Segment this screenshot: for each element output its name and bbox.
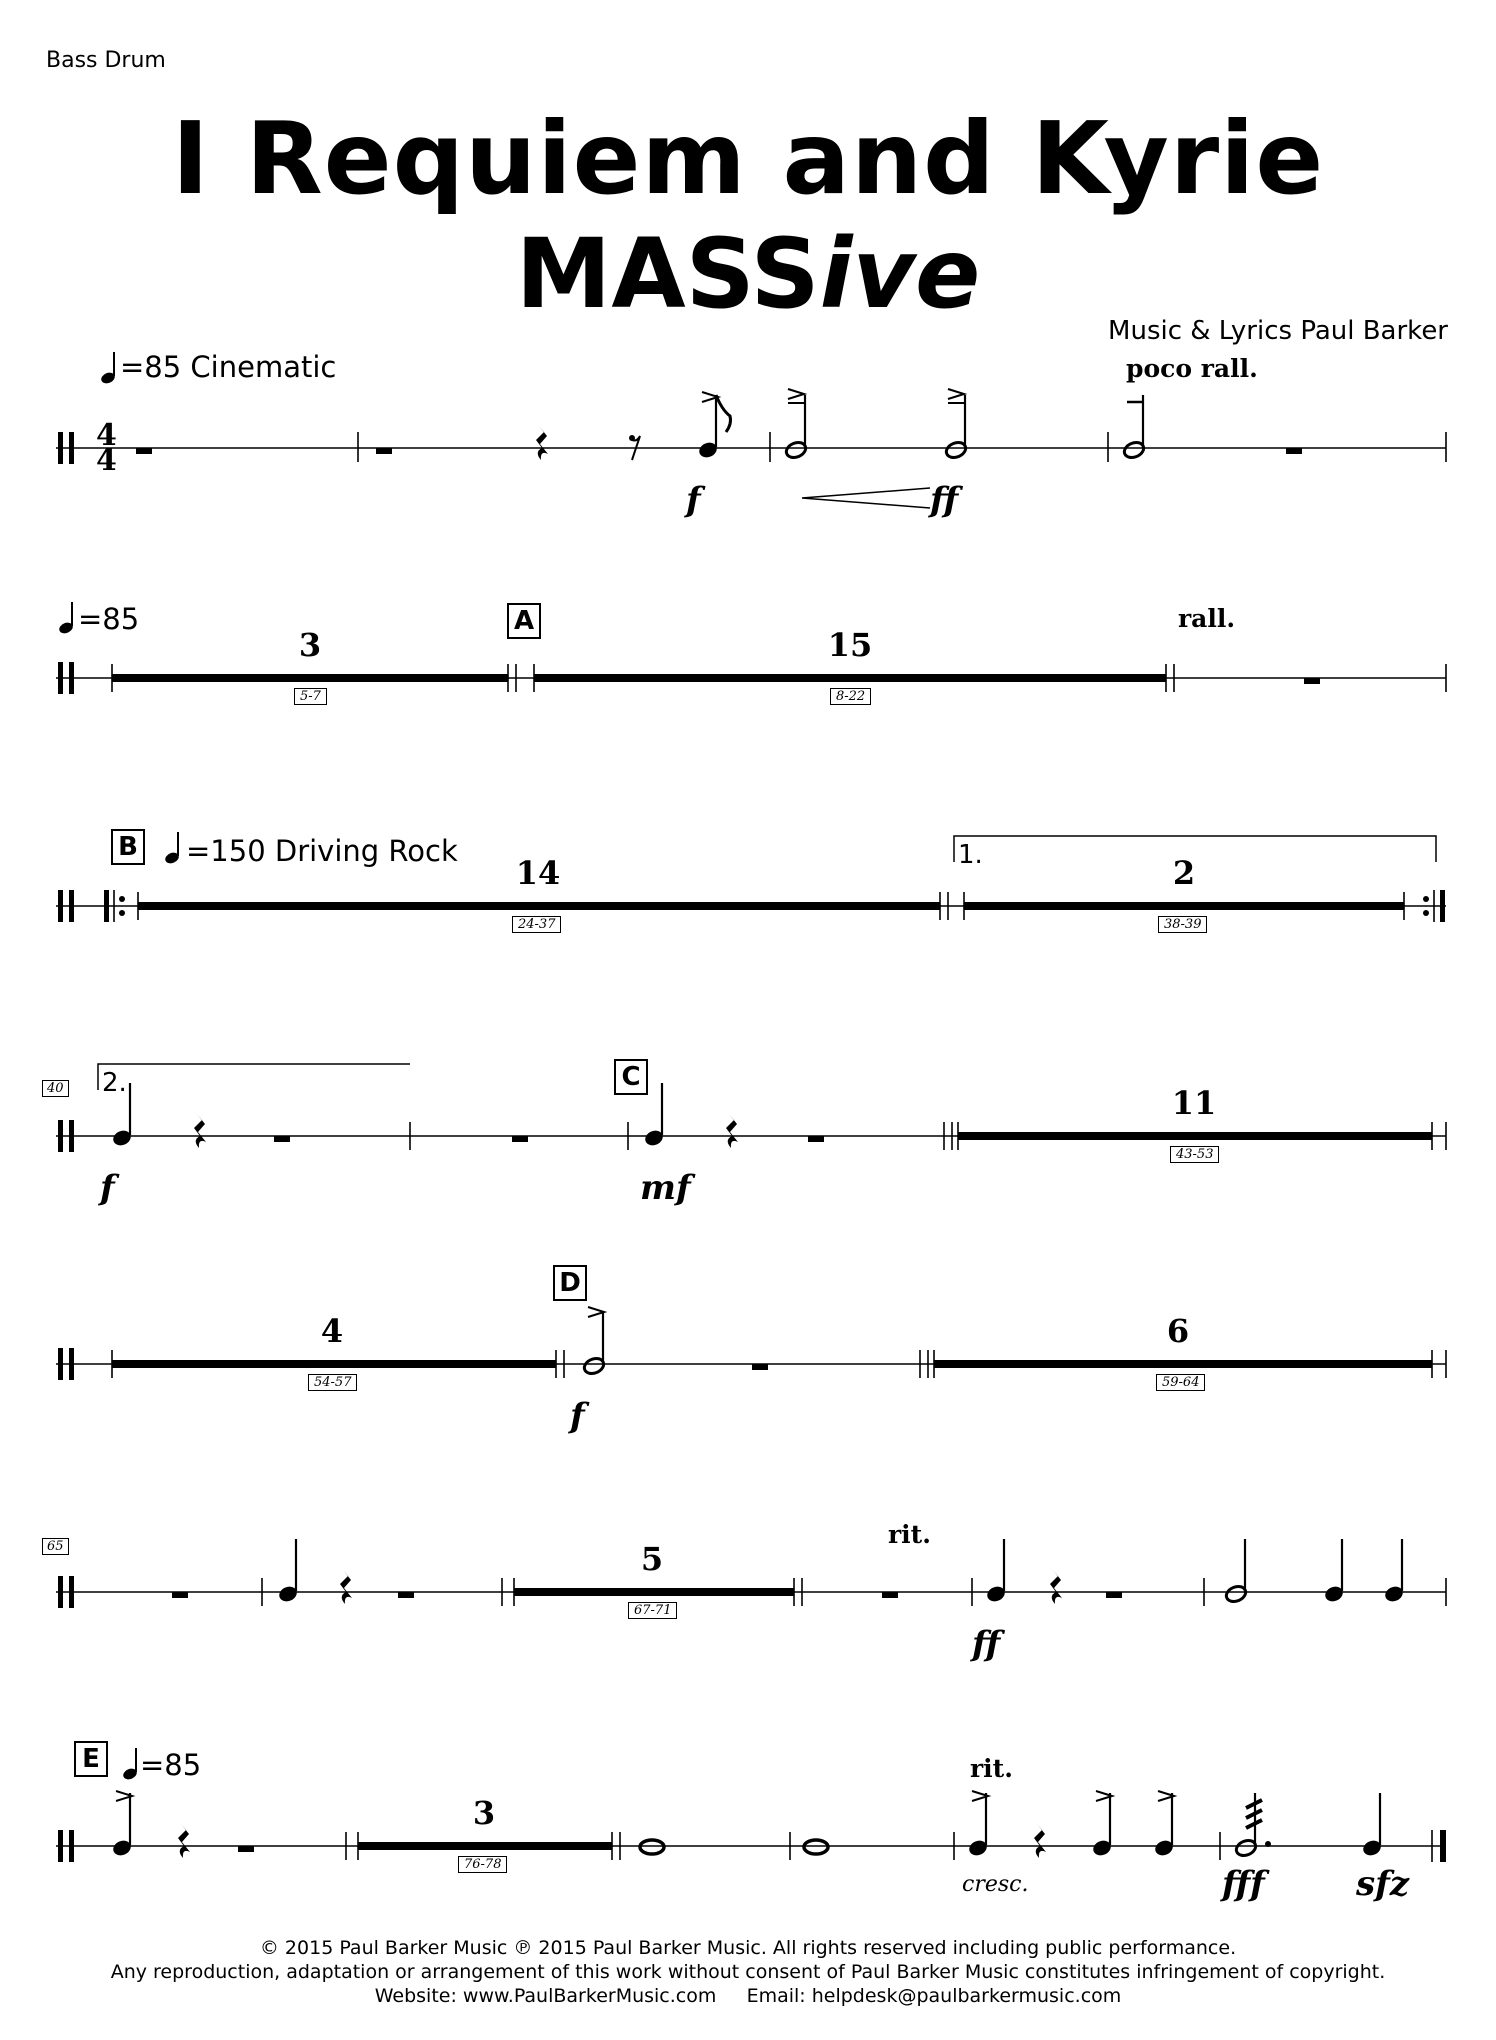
footer-contact: Website: www.PaulBarkerMusic.com Email: helpdesk@paulbarkermusic.com <box>374 1985 1122 2007</box>
footer-notice: Any reproduction, adaptation or arrangement of this work without consent of Paul Barker Music constitutes infringement of copyright. <box>110 1961 1386 1983</box>
ending-label-2: 2. <box>102 1068 127 1098</box>
multirest-range-38-39: 38-39 <box>1158 916 1207 933</box>
tempo-marking-2: =85 <box>78 602 140 636</box>
instrument-name: Bass Drum <box>46 48 166 73</box>
footer-copyright: © 2015 Paul Barker Music ℗ 2015 Paul Barker Music. All rights reserved including public performance. <box>259 1937 1237 1959</box>
expression-rall: rall. <box>1178 604 1236 633</box>
rehearsal-mark-e: E <box>74 1741 108 1777</box>
time-sig-top: 4 <box>96 418 117 453</box>
dynamic-sfz: sfz <box>1356 1864 1410 1904</box>
system-7 <box>56 1748 1446 1862</box>
multirest-bar-3b <box>358 1842 612 1850</box>
multirest-bar-15 <box>534 674 1166 682</box>
multirest-bar-6 <box>934 1360 1432 1368</box>
tempo-marking-3: =150 Driving Rock <box>186 834 458 868</box>
multirest-bar-2 <box>964 902 1404 910</box>
rehearsal-mark-a: A <box>507 603 541 639</box>
system-4 <box>56 1064 1446 1152</box>
multirest-bar-4 <box>112 1360 556 1368</box>
multirest-count-15: 15 <box>827 626 873 664</box>
multirest-range-8-22: 8-22 <box>830 688 871 705</box>
multirest-range-59-64: 59-64 <box>1156 1374 1205 1391</box>
multirest-bar-14 <box>138 902 940 910</box>
ending-bracket-2 <box>98 1064 410 1090</box>
title-italic: ive <box>819 218 981 330</box>
measure-number-40: 40 <box>42 1080 69 1097</box>
system-5 <box>56 1307 1446 1380</box>
multirest-range-67-71: 67-71 <box>628 1602 677 1619</box>
expression-rit-2: rit. <box>970 1754 1013 1783</box>
time-sig-bottom: 4 <box>96 443 117 478</box>
multirest-count-3: 3 <box>298 626 322 664</box>
multirest-bar-11 <box>958 1132 1432 1140</box>
expression-poco-rall: poco rall. <box>1126 354 1258 383</box>
system-1 <box>56 389 1446 508</box>
dynamic-f-2: f <box>100 1168 115 1208</box>
multirest-count-2: 2 <box>1172 854 1196 892</box>
multirest-range-43-53: 43-53 <box>1170 1146 1219 1163</box>
ending-label-1: 1. <box>958 840 983 870</box>
system-6 <box>56 1539 1446 1608</box>
cresc-text: cresc. <box>962 1872 1029 1897</box>
title-upright: MASS <box>515 218 820 330</box>
rehearsal-mark-d: D <box>553 1265 587 1301</box>
tempo-marking-1: =85 Cinematic <box>120 350 337 384</box>
composer-credit: Music & Lyrics Paul Barker <box>1108 316 1448 346</box>
multirest-bar-5 <box>514 1588 794 1596</box>
multirest-count-3b: 3 <box>472 1794 496 1832</box>
multirest-count-6: 6 <box>1166 1312 1190 1350</box>
multirest-count-4: 4 <box>320 1312 344 1350</box>
multirest-range-76-78: 76-78 <box>458 1856 507 1873</box>
dynamic-f-3: f <box>570 1396 585 1436</box>
dynamic-f: f <box>686 480 701 520</box>
expression-rit: rit. <box>888 1520 931 1549</box>
multirest-count-5: 5 <box>640 1540 664 1578</box>
multirest-count-14: 14 <box>515 854 561 892</box>
multirest-count-11: 11 <box>1171 1084 1217 1122</box>
dynamic-ff: ff <box>930 480 959 520</box>
footer <box>0 1936 1496 2008</box>
dynamic-ff-2: ff <box>972 1624 1001 1664</box>
system-2 <box>56 602 1446 694</box>
rehearsal-mark-c: C <box>614 1059 648 1095</box>
multirest-range-5-7: 5-7 <box>294 688 327 705</box>
measure-number-65: 65 <box>42 1538 69 1555</box>
title-line-1: I Requiem and Kyrie <box>171 100 1325 217</box>
multirest-range-54-57: 54-57 <box>308 1374 357 1391</box>
rehearsal-mark-b: B <box>111 829 145 865</box>
tempo-marking-4: =85 <box>140 1748 202 1782</box>
multirest-range-24-37: 24-37 <box>512 916 561 933</box>
multirest-bar-3 <box>112 674 508 682</box>
dynamic-mf: mf <box>640 1168 691 1208</box>
crescendo-hairpin <box>802 488 930 508</box>
dynamic-fff: fff <box>1222 1864 1265 1904</box>
